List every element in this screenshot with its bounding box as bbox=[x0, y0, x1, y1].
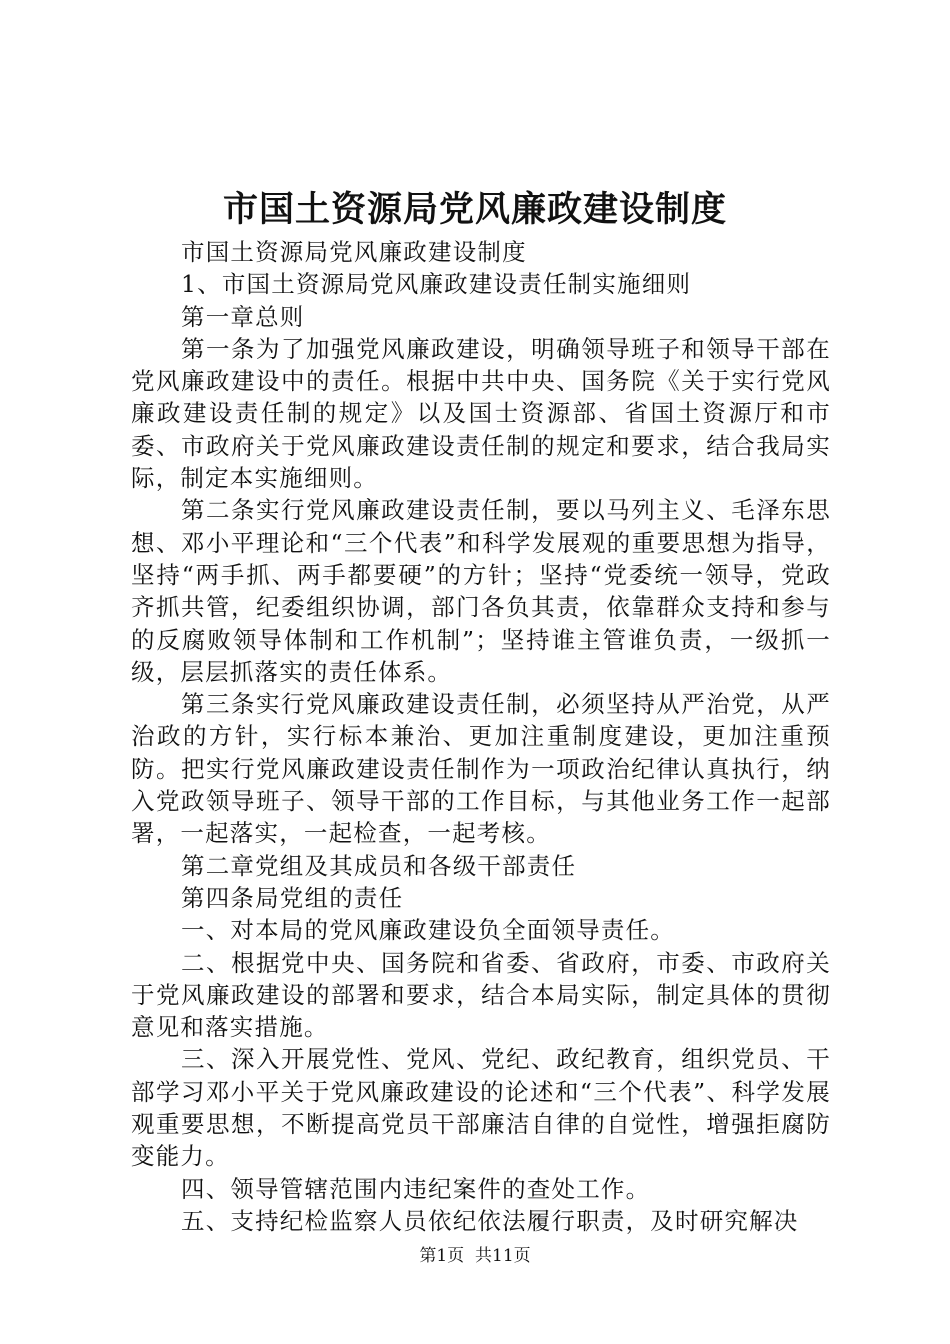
document-title: 市国土资源局党风廉政建设制度 bbox=[222, 189, 727, 230]
paragraph: 第一章总则 bbox=[181, 302, 305, 331]
paragraph: 市国土资源局党风廉政建设制度 bbox=[181, 238, 527, 266]
page-number: 第1页 bbox=[419, 1246, 465, 1266]
total-pages: 共11页 bbox=[475, 1246, 531, 1266]
document-body bbox=[131, 236, 831, 1237]
paragraph: 三、深入开展党性、党风、党纪、政纪教育，组织党员、干部学习邓小平关于党风廉政建设的论述和“三个代表”、科学发展观重要思想，不断提高党员干部廉洁自律的自觉性，增强拒腐防变能力。 bbox=[131, 1045, 831, 1171]
paragraph: 一、对本局的党风廉政建设负全面领导责任。 bbox=[181, 916, 675, 945]
paragraph: 四、领导管辖范围内违纪案件的查处工作。 bbox=[181, 1174, 651, 1203]
paragraph: 二、根据党中央、国务院和省委、省政府，市委、市政府关于党风廉政建设的部署和要求，结合本局实际，制定具体的贯彻意见和落实措施。 bbox=[131, 948, 831, 1042]
paragraph: 第一条为了加强党风廉政建设，明确领导班子和领导干部在党风廉政建设中的责任。根据中共中央、国务院《关于实行党风廉政建设责任制的规定》以及国士资源部、省国土资源厅和市委、市政府关于党风廉政建设责任制的规定和要求，结合我局实际，制定本实施细则。 bbox=[131, 334, 831, 493]
paragraph: 1、市国土资源局党风廉政建设责任制实施细则 bbox=[181, 270, 692, 299]
paragraph: 第二章党组及其成员和各级干部责任 bbox=[181, 851, 577, 880]
paragraph: 第四条局党组的责任 bbox=[181, 883, 404, 912]
paragraph: 第二条实行党风廉政建设责任制，要以马列主义、毛泽东思想、邓小平理论和“三个代表”和科学发展观的重要思想为指导，坚持“两手抓、两手都要硬”的方针；坚持“党委统一领导，党政齐抓共管，纪委组织协调，部门各负其责，依靠群众支持和参与的反腐败领导体制和工作机制”；坚持谁主管谁负责，一级抓一级，层层抓落实的责任体系。 bbox=[131, 496, 831, 686]
paragraph: 第三条实行党风廉政建设责任制，必须坚持从严治党，从严治政的方针，实行标本兼治、更加注重制度建设，更加注重预防。把实行党风廉政建设责任制作为一项政治纪律认真执行，纳入党政领导班子、领导干部的工作目标，与其他业务工作一起部署，一起落实，一起检查，一起考核。 bbox=[131, 690, 831, 848]
footer-spacer bbox=[464, 1246, 475, 1266]
page-footer bbox=[0, 1244, 950, 1268]
paragraph: 五、支持纪检监察人员依纪依法履行职责，及时研究解决 bbox=[181, 1206, 799, 1235]
